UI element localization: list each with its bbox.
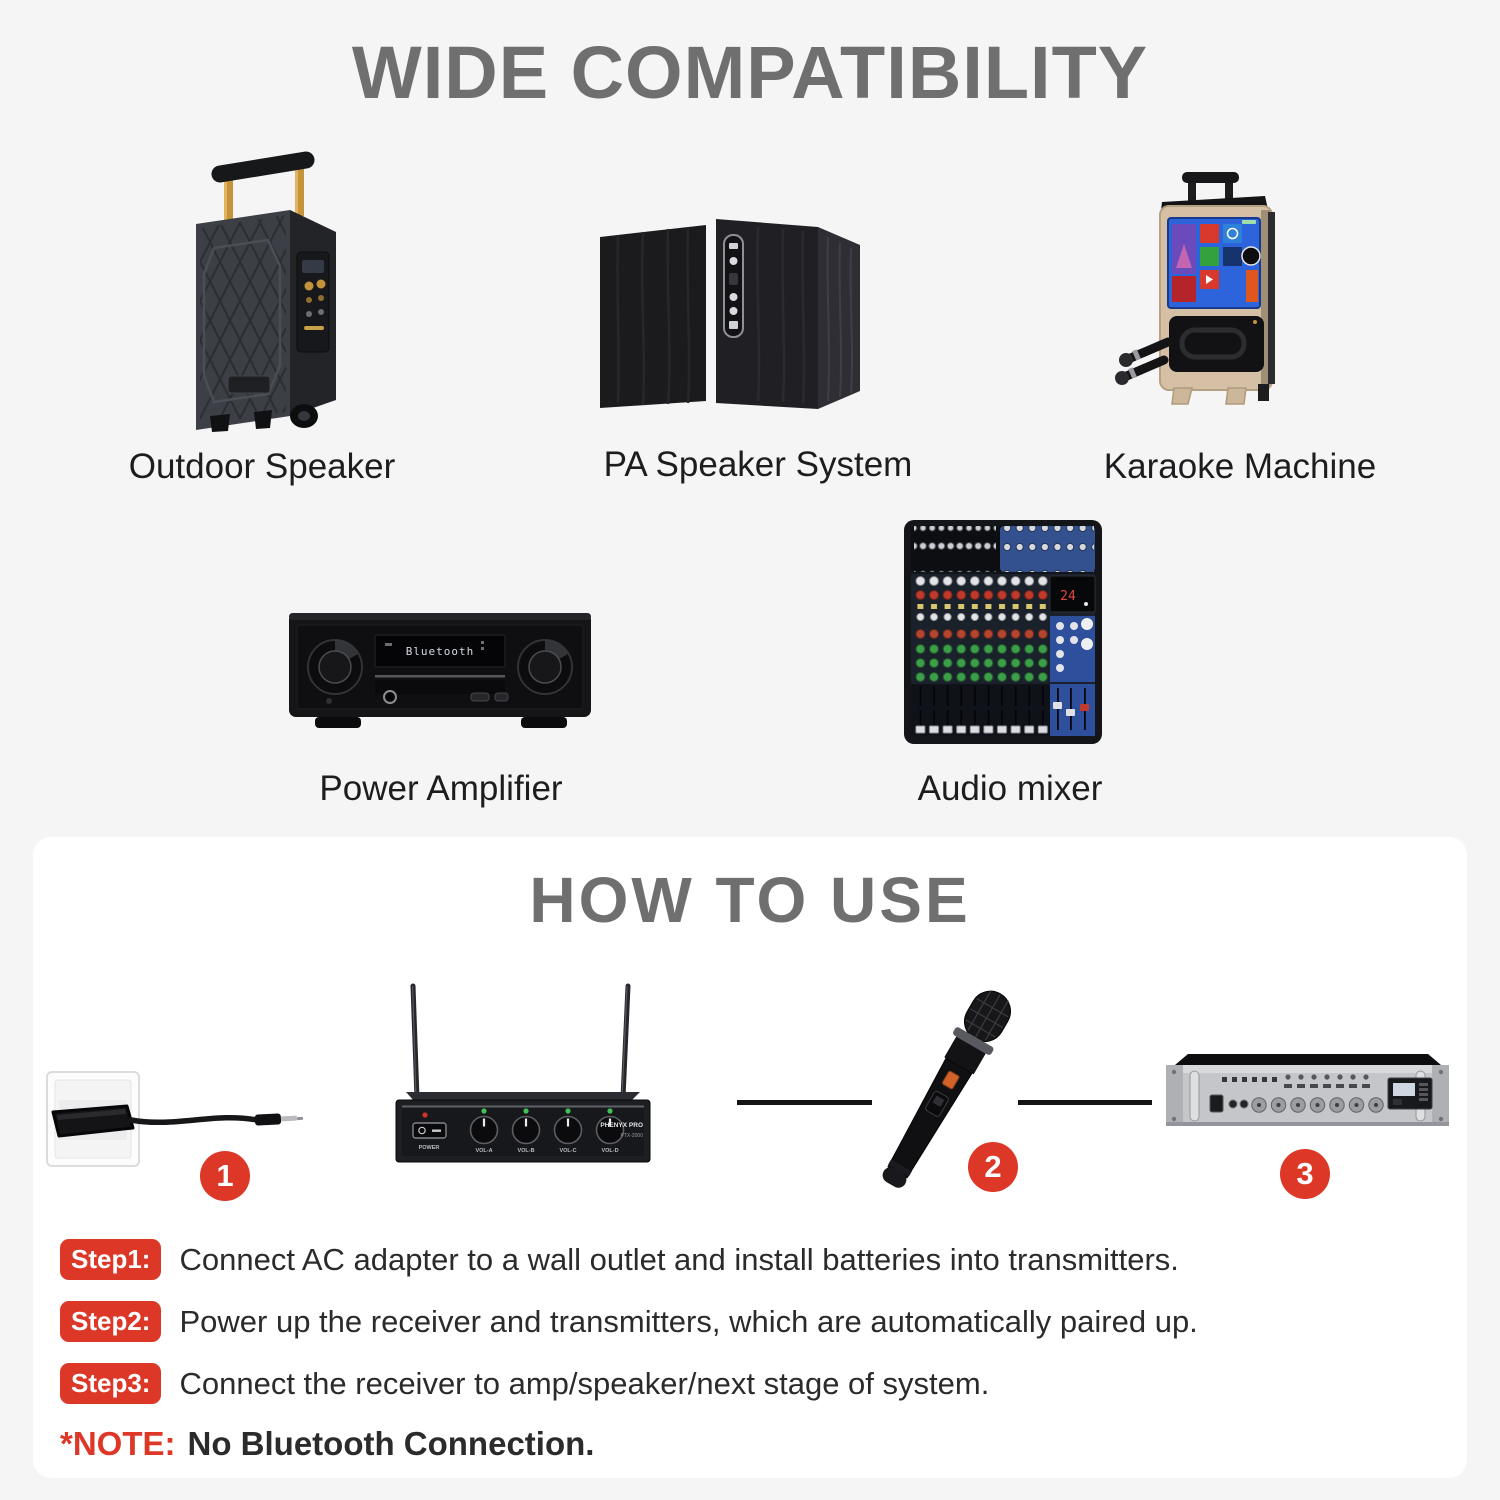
power-amplifier-label: Power Amplifier	[319, 769, 563, 808]
knob-d-label: VOL-D	[601, 1148, 619, 1154]
body-shadow	[1268, 212, 1275, 384]
receiver-brand: PHENYX PRO	[600, 1122, 643, 1129]
right-knob	[518, 640, 572, 694]
left-speaker	[600, 225, 706, 408]
knob-c-label: VOL-C	[559, 1148, 577, 1154]
power-amplifier-photo	[283, 601, 598, 746]
power-cable	[131, 1118, 257, 1123]
step-2-row	[60, 1301, 1198, 1342]
step-2-badge: Step2:	[60, 1301, 161, 1342]
step-1-row	[60, 1239, 1179, 1280]
rack-amp-base	[1166, 1122, 1449, 1126]
amp-led	[326, 698, 332, 704]
step-3-badge: Step3:	[60, 1363, 161, 1404]
rack-amplifier-icon	[1160, 1050, 1455, 1135]
amp-button	[471, 693, 489, 701]
amp-top-edge	[289, 613, 591, 620]
step-marker-1: 1	[200, 1151, 250, 1201]
connection-line	[1018, 1100, 1152, 1105]
step-2-text: Power up the receiver and transmitters, which are automatically paired up.	[179, 1303, 1198, 1339]
ac-adapter-icon	[45, 1070, 325, 1170]
mixer-channel-knobs	[913, 576, 1049, 684]
ac-adapter-wall-outlet-photo	[45, 1070, 325, 1175]
mixing-console-icon	[900, 516, 1106, 748]
pa-speaker-photo	[588, 205, 878, 425]
amp-foot	[315, 717, 361, 728]
dc-plug	[255, 1113, 303, 1125]
speaker-control-strip	[724, 235, 743, 337]
mixer-master-section	[1050, 616, 1095, 682]
audio-mixer-photo	[900, 516, 1106, 753]
amp-display	[375, 635, 505, 694]
left-knob	[308, 640, 362, 694]
receiver-model: PTX-2000	[620, 1133, 643, 1139]
karaoke-machine-label: Karaoke Machine	[1103, 447, 1377, 486]
media-display-module	[1388, 1078, 1432, 1109]
step-marker-3: 3	[1280, 1149, 1330, 1199]
how-to-use-title: HOW TO USE	[529, 864, 971, 936]
audio-mixer-label: Audio mixer	[917, 769, 1103, 808]
karaoke-machine-photo	[1112, 170, 1307, 410]
rack-power-switch	[1210, 1095, 1223, 1112]
rack-amp-highlight	[1166, 1065, 1449, 1073]
step-1-text: Connect AC adapter to a wall outlet and install batteries into transmitters.	[179, 1241, 1179, 1277]
karaoke-trolley-icon	[1112, 170, 1307, 405]
step-3-text: Connect the receiver to amp/speaker/next stage of system.	[179, 1365, 990, 1401]
bookshelf-speaker-pair-icon	[588, 205, 878, 420]
outdoor-speaker-photo	[170, 148, 350, 438]
amp-foot	[521, 717, 567, 728]
knob-a-label: VOL-A	[475, 1148, 493, 1154]
receiver-antennas	[413, 986, 628, 1098]
wireless-receiver-photo	[380, 980, 665, 1180]
rack-amp-top	[1175, 1054, 1441, 1065]
pa-speaker-label: PA Speaker System	[603, 445, 913, 484]
wireless-receiver-icon	[380, 980, 665, 1175]
how-to-use-card	[33, 837, 1467, 1478]
karaoke-speaker-grille	[1169, 316, 1264, 372]
rack-amplifier-photo	[1160, 1050, 1455, 1140]
mixer-jack-panel	[911, 526, 1095, 572]
mixer-display-value: 24	[1060, 589, 1076, 604]
mixer-display	[1050, 576, 1095, 612]
note-text: No Bluetooth Connection.	[187, 1425, 595, 1462]
mixer-fader-section	[911, 684, 1095, 736]
rack-handle	[1190, 1071, 1199, 1121]
input-jack	[1229, 1100, 1237, 1108]
headphone-jack	[384, 691, 396, 703]
amp-button	[495, 693, 508, 701]
outdoor-speaker-label: Outdoor Speaker	[128, 447, 396, 486]
karaoke-screen	[1168, 218, 1260, 308]
step-1-badge: Step1:	[60, 1239, 161, 1280]
connection-line	[737, 1100, 872, 1105]
input-jack	[1240, 1100, 1248, 1108]
power-switch-label: POWER	[418, 1145, 440, 1151]
power-led	[422, 1112, 427, 1117]
trolley-speaker-icon	[170, 148, 350, 433]
amp-display-text: Bluetooth	[405, 645, 475, 658]
av-receiver-icon	[283, 601, 598, 741]
step-3-row	[60, 1363, 989, 1404]
step-marker-2: 2	[968, 1142, 1018, 1192]
knob-b-label: VOL-B	[517, 1148, 535, 1154]
right-speaker	[716, 219, 860, 409]
power-switch	[413, 1123, 446, 1138]
note-row	[60, 1425, 594, 1463]
brand-plate	[228, 376, 270, 393]
panel-trim	[402, 1106, 644, 1108]
side-control-panel	[297, 252, 329, 352]
wide-compatibility-title: WIDE COMPATIBILITY	[351, 31, 1149, 114]
note-prefix: *NOTE:	[60, 1425, 176, 1462]
